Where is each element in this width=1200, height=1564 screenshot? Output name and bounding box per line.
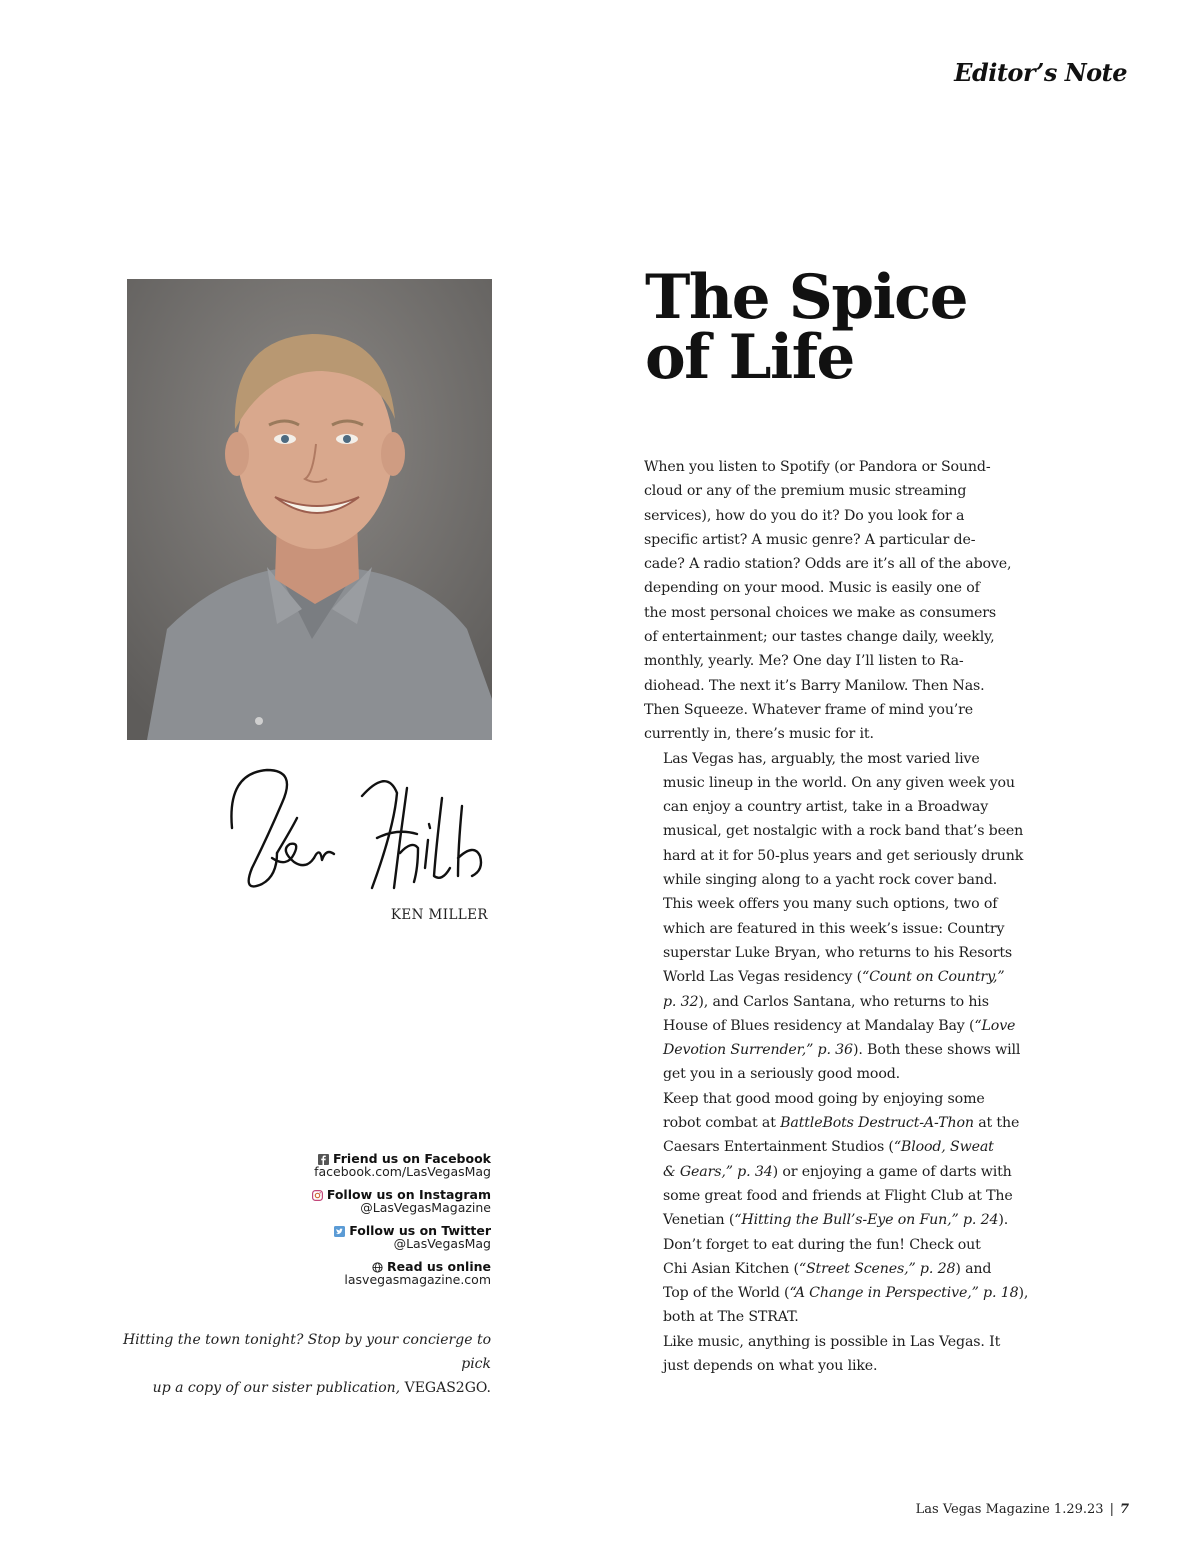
body-text-run: ), and Carlos Santana, who returns to his	[698, 993, 989, 1010]
body-line: which are featured in this week’s issue: Country	[663, 920, 1005, 937]
body-line: some great food and friends at Flight Club at The	[663, 1187, 1013, 1204]
body-line: services), how do you do it? Do you look for a	[644, 507, 965, 524]
social-twitter[interactable]	[171, 1224, 491, 1250]
promo-line-1: Hitting the town tonight? Stop by your concierge to pick	[122, 1332, 491, 1372]
body-text-run: robot combat at	[663, 1115, 781, 1132]
body-text-run: Chi Asian Kitchen (	[663, 1260, 799, 1277]
page-number: 7	[1119, 1502, 1129, 1517]
headline-line-1: The Spice	[645, 262, 968, 333]
body-line: diohead. The next it’s Barry Manilow. Then Nas.	[644, 677, 985, 694]
paragraph-3	[644, 1087, 1024, 1233]
social-instagram[interactable]	[171, 1188, 491, 1214]
body-line: Las Vegas has, arguably, the most varied live	[663, 750, 980, 767]
twitter-title: Follow us on Twitter	[349, 1223, 491, 1238]
body-line: hard at it for 50-plus years and get seriously drunk	[663, 847, 1024, 864]
body-text-run: ).	[998, 1212, 1009, 1229]
body-line: Don’t forget to eat during the fun! Check out	[663, 1236, 981, 1253]
body-line: superstar Luke Bryan, who returns to his Resorts	[663, 944, 1013, 961]
body-line	[644, 1257, 1024, 1281]
body-text-run: Venetian (	[663, 1212, 735, 1229]
body-line	[644, 1160, 1024, 1184]
body-line: musical, get nostalgic with a rock band that’s been	[663, 823, 1024, 840]
article-reference: “A Change in Perspective,” p. 18	[789, 1285, 1019, 1302]
article-reference: “Blood, Sweat	[893, 1139, 994, 1156]
web-handle: lasvegasmagazine.com	[344, 1272, 491, 1287]
body-line	[644, 1281, 1029, 1305]
section-label: Editor’s Note	[954, 58, 1127, 87]
footer-separator: |	[1109, 1502, 1114, 1517]
twitter-icon	[334, 1226, 345, 1237]
paragraph-1	[644, 455, 1024, 747]
paragraph-4	[644, 1233, 1029, 1330]
social-links	[171, 1152, 491, 1296]
article-reference: Devotion Surrender,” p. 36	[663, 1042, 853, 1059]
body-line: monthly, yearly. Me? One day I’ll listen to Ra-	[644, 653, 964, 670]
body-line: cloud or any of the premium music streaming	[644, 483, 967, 500]
publication-date: Las Vegas Magazine 1.29.23	[915, 1502, 1104, 1517]
social-facebook[interactable]	[171, 1152, 491, 1178]
article-reference: p. 32	[663, 993, 699, 1010]
headline-line-2: of Life	[645, 322, 854, 393]
body-line: Keep that good mood going by enjoying some	[663, 1090, 985, 1107]
body-line: When you listen to Spotify (or Pandora or Sound-	[644, 459, 991, 475]
paragraph-5	[644, 1330, 1024, 1379]
body-line: specific artist? A music genre? A particular de-	[644, 531, 976, 548]
promo-publication: VEGAS2GO.	[404, 1380, 491, 1396]
signature-image	[222, 758, 492, 900]
body-text-run: Top of the World (	[663, 1285, 790, 1302]
body-line: Then Squeeze. Whatever frame of mind you’re	[644, 701, 974, 718]
article-body	[644, 455, 1029, 1378]
body-line: of entertainment; our tastes change daily, weekly,	[644, 629, 995, 646]
body-text-run: House of Blues residency at Mandalay Bay (	[663, 1017, 975, 1034]
article-reference: “Count on Country,”	[861, 969, 1005, 986]
body-line: get you in a seriously good mood.	[663, 1066, 900, 1083]
body-text-run: Caesars Entertainment Studios (	[663, 1139, 894, 1156]
body-line	[644, 965, 1024, 989]
body-line: This week offers you many such options, two of	[663, 896, 998, 913]
page-footer	[916, 1502, 1129, 1517]
promo-note	[111, 1328, 491, 1400]
author-name: KEN MILLER	[390, 907, 488, 923]
body-line	[644, 1208, 1024, 1232]
body-line: cade? A radio station? Odds are it’s all of the above,	[644, 556, 1012, 573]
article-headline	[645, 262, 968, 393]
instagram-title: Follow us on Instagram	[326, 1187, 491, 1202]
instagram-handle: @LasVegasMagazine	[360, 1200, 491, 1215]
author-photo	[127, 279, 492, 740]
facebook-handle: facebook.com/LasVegasMag	[314, 1164, 491, 1179]
body-line: Like music, anything is possible in Las Vegas. It	[663, 1333, 1001, 1350]
body-line	[644, 1135, 1024, 1159]
body-line	[644, 1038, 1024, 1062]
body-text-run: ),	[1018, 1285, 1029, 1302]
body-line: while singing along to a yacht rock cover band.	[663, 872, 998, 889]
body-text-run: ) and	[955, 1260, 992, 1277]
body-text-run: World Las Vegas residency (	[663, 969, 862, 986]
body-line: both at The STRAT.	[663, 1309, 799, 1326]
body-line: music lineup in the world. On any given week you	[663, 774, 1015, 791]
body-text-run: ). Both these shows will	[852, 1042, 1021, 1059]
social-web[interactable]	[171, 1260, 491, 1286]
facebook-title: Friend us on Facebook	[333, 1151, 491, 1166]
body-line: depending on your mood. Music is easily one of	[644, 580, 980, 597]
body-line: can enjoy a country artist, take in a Broadway	[663, 799, 989, 816]
body-text-run: at the	[973, 1115, 1020, 1132]
article-reference: “Street Scenes,” p. 28	[798, 1260, 956, 1277]
article-reference: & Gears,” p. 34	[663, 1163, 773, 1180]
web-title: Read us online	[387, 1259, 491, 1274]
body-line	[644, 1111, 1024, 1135]
body-line: just depends on what you like.	[663, 1357, 878, 1374]
instagram-icon	[312, 1190, 323, 1201]
body-text-run: ) or enjoying a game of darts with	[772, 1163, 1012, 1180]
event-title: BattleBots Destruct-A-Thon	[780, 1115, 974, 1132]
twitter-handle: @LasVegasMag	[393, 1236, 491, 1251]
article-reference: “Love	[974, 1017, 1016, 1034]
body-line	[644, 1014, 1024, 1038]
promo-line-2: up a copy of our sister publication,	[152, 1380, 405, 1396]
body-line	[644, 990, 1024, 1014]
body-line: the most personal choices we make as consumers	[644, 604, 997, 621]
article-reference: “Hitting the Bull’s-Eye on Fun,” p. 24	[734, 1212, 999, 1229]
paragraph-2	[644, 747, 1024, 1087]
body-line: currently in, there’s music for it.	[644, 726, 874, 743]
